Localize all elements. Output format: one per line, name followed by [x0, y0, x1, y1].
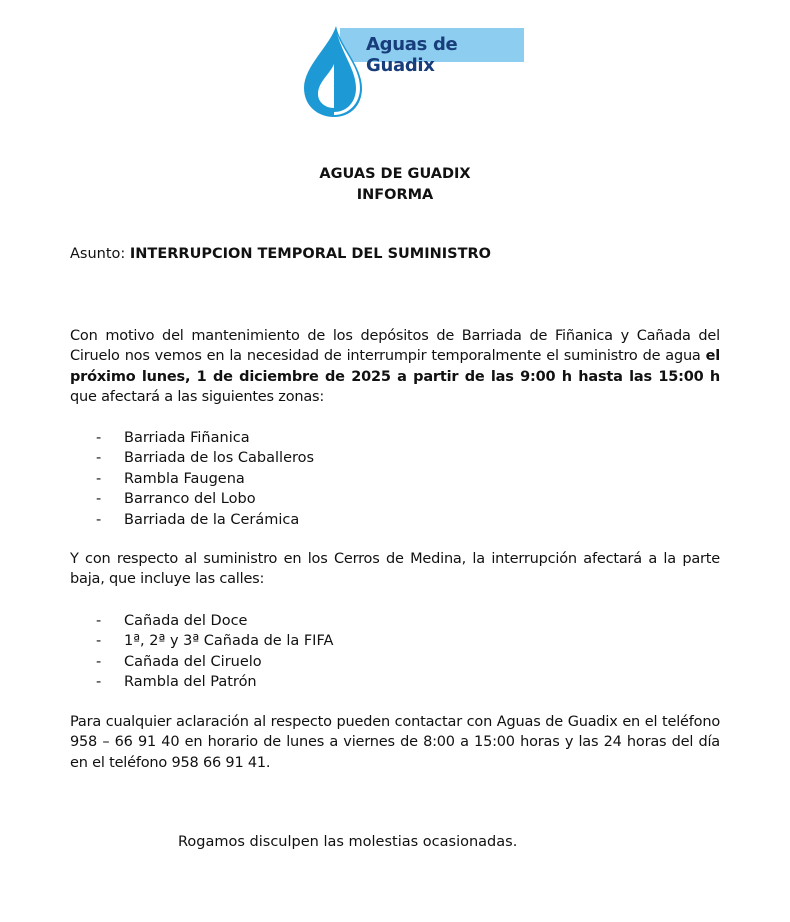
- paragraph-contact: Para cualquier aclaración al respecto pueden contactar con Aguas de Guadix en el teléfono 958 – 66 91 40 en horario de lunes a viernes de 8:00 a 15:00 horas y las 24 horas del día en el teléfono 958 66 91 41.: [70, 714, 720, 771]
- subject-label: Asunto:: [70, 246, 130, 262]
- affected-streets-list: [96, 611, 333, 693]
- street-name: Cañada del Ciruelo: [124, 653, 262, 670]
- list-item: [96, 631, 333, 651]
- dash: -: [96, 653, 102, 670]
- interruption-date: el próximo lunes, 1 de diciembre de 2025 a partir de las 9:00 h hasta las 15:00 h: [70, 348, 720, 385]
- paragraph-text: Con motivo del mantenimiento de los depósitos de Barriada de Fiñanica y Cañada del Ciruelo nos vemos en la necesidad de interrumpir temporalmente el suministro de agua: [70, 328, 720, 365]
- subject-line: [70, 246, 491, 262]
- zone-name: Barriada de los Caballeros: [124, 450, 315, 467]
- list-item: [96, 672, 333, 692]
- list-item: [96, 510, 314, 530]
- list-item: [96, 489, 314, 509]
- street-name: Cañada del Doce: [124, 613, 248, 629]
- heading-line-2: INFORMA: [356, 187, 434, 203]
- dash: -: [96, 450, 102, 467]
- street-name: 1ª, 2ª y 3ª Cañada de la FIFA: [124, 633, 334, 650]
- dash: -: [96, 491, 102, 508]
- list-item: [96, 428, 314, 448]
- zone-name: Barriada de la Cerámica: [124, 511, 300, 528]
- paragraph-maintenance: [70, 326, 720, 408]
- list-item: [96, 469, 314, 489]
- affected-zones-list: [96, 428, 314, 530]
- dash: -: [96, 470, 102, 487]
- dash: -: [96, 674, 102, 691]
- dash: -: [96, 511, 102, 528]
- subject-value: INTERRUPCION TEMPORAL DEL SUMINISTRO: [129, 246, 491, 262]
- company-logo: [300, 26, 530, 118]
- dash: -: [96, 633, 102, 650]
- logo-text: Aguas de Guadix: [366, 34, 458, 76]
- paragraph-text: que afectará a las siguientes zonas:: [70, 389, 325, 406]
- zone-name: Barranco del Lobo: [124, 491, 256, 508]
- dash: -: [96, 613, 102, 629]
- zone-name: Barriada Fiñanica: [124, 430, 250, 446]
- heading-line-1: AGUAS DE GUADIX: [319, 166, 471, 182]
- list-item: [96, 611, 333, 631]
- paragraph-cerros-medina: Y con respecto al suministro en los Cerros de Medina, la interrupción afectará a la parte baja, que incluye las calles:: [70, 551, 720, 588]
- zone-name: Rambla Faugena: [124, 470, 245, 487]
- list-item: [96, 652, 333, 672]
- list-item: [96, 448, 314, 468]
- water-drop-icon: [300, 26, 364, 118]
- street-name: Rambla del Patrón: [124, 674, 257, 691]
- closing-line: Rogamos disculpen las molestias ocasionadas.: [178, 834, 518, 850]
- dash: -: [96, 430, 102, 446]
